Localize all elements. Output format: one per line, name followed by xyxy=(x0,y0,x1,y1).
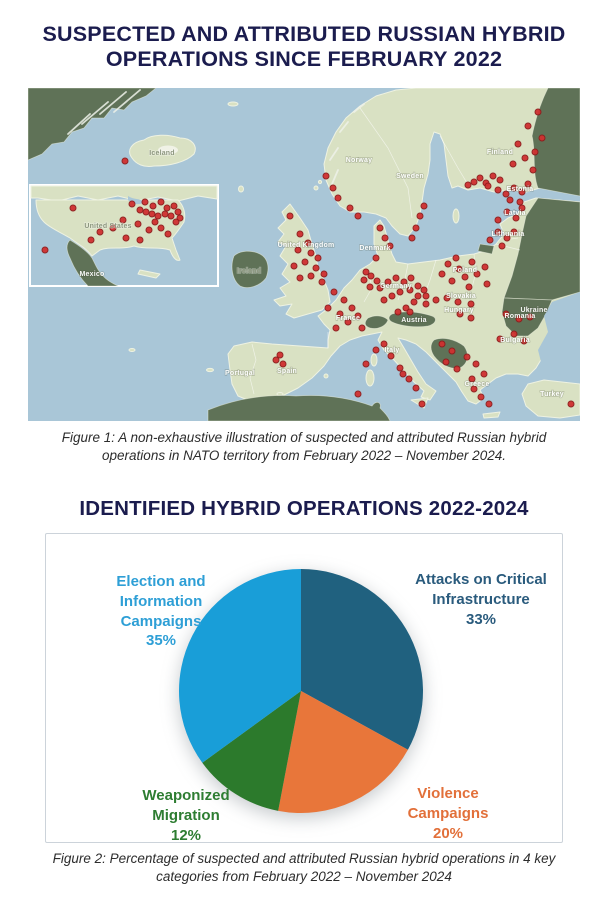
map-label: Finland xyxy=(486,149,514,156)
operation-dot xyxy=(123,235,129,241)
operation-dot xyxy=(142,199,148,205)
operation-dot xyxy=(465,182,471,188)
operation-dot xyxy=(407,309,413,315)
operation-dot xyxy=(499,243,505,249)
map-label: Austria xyxy=(401,317,427,324)
map-label: Portugal xyxy=(225,370,255,377)
operation-dot xyxy=(409,235,415,241)
pie-label-attacks xyxy=(408,570,554,629)
operation-dot xyxy=(158,199,164,205)
operation-dot xyxy=(88,237,94,243)
operation-dot xyxy=(417,213,423,219)
operation-dot xyxy=(331,289,337,295)
operation-dot xyxy=(373,255,379,261)
operation-dot xyxy=(535,109,541,115)
operation-dot xyxy=(164,205,170,211)
map-svg xyxy=(28,88,580,421)
operation-dot xyxy=(367,284,373,290)
operation-dot xyxy=(42,247,48,253)
operation-dot xyxy=(129,201,135,207)
operation-dot xyxy=(415,283,421,289)
operation-dot xyxy=(510,161,516,167)
operation-dot xyxy=(495,217,501,223)
operation-dot xyxy=(150,203,156,209)
operation-dot xyxy=(341,297,347,303)
operation-dot xyxy=(319,279,325,285)
operation-dot xyxy=(146,227,152,233)
operation-dot xyxy=(449,348,455,354)
pie-label-election-pct: 35% xyxy=(145,632,177,650)
operation-dot xyxy=(393,275,399,281)
operation-dot xyxy=(530,167,536,173)
map-label: Hungary xyxy=(444,307,474,314)
figure1-caption: Figure 1: A non-exhaustive illustration of suspected and attributed Russian hybrid operations in NATO territory from February 2022 – November 2024. xyxy=(61,430,547,463)
operation-dot xyxy=(297,275,303,281)
pie-label-migration-pct: 12% xyxy=(170,826,202,844)
operation-dot xyxy=(175,209,181,215)
map-label: Spain xyxy=(276,368,298,375)
operation-dot xyxy=(277,352,283,358)
map-label: Germany xyxy=(380,283,412,290)
map-label: Lithuania xyxy=(491,231,525,238)
operation-dot xyxy=(173,219,179,225)
pie-label-violence-pct: 20% xyxy=(432,824,464,842)
operation-dot xyxy=(517,199,523,205)
map-label: Denmark xyxy=(359,245,391,252)
operation-dot xyxy=(323,173,329,179)
operation-dot xyxy=(333,325,339,331)
figure2-caption: Figure 2: Percentage of suspected and attributed Russian hybrid operations in 4 key categories from February 2022 – November 2024 xyxy=(52,851,556,884)
pie-label-migration-text: Weaponized Migration xyxy=(142,787,230,824)
map-label: United Kingdom xyxy=(277,242,335,249)
operation-dot xyxy=(449,278,455,284)
operation-dot xyxy=(155,213,161,219)
operation-dot xyxy=(313,265,319,271)
operation-dot xyxy=(462,274,468,280)
operation-dot xyxy=(381,297,387,303)
operation-dot xyxy=(280,361,286,367)
operation-dot xyxy=(539,135,545,141)
operation-dot xyxy=(400,371,406,377)
operation-dot xyxy=(349,305,355,311)
operation-dot xyxy=(473,361,479,367)
operation-dot xyxy=(162,211,168,217)
map-label: Bulgaria xyxy=(500,337,530,344)
operation-dot xyxy=(421,287,427,293)
operation-dot xyxy=(439,341,445,347)
map-label: Sweden xyxy=(396,173,424,180)
map-label: United States xyxy=(84,223,132,230)
operation-dot xyxy=(413,225,419,231)
map-label: Iceland xyxy=(149,150,175,157)
operation-dot xyxy=(525,123,531,129)
operation-dot xyxy=(152,219,158,225)
operation-dot xyxy=(297,231,303,237)
pie-label-violence xyxy=(383,784,513,843)
operation-dot xyxy=(373,347,379,353)
operation-dot xyxy=(482,264,488,270)
operation-dot xyxy=(165,231,171,237)
operation-dot xyxy=(497,177,503,183)
operation-dot xyxy=(532,149,538,155)
page-title-line2: OPERATIONS SINCE FEBRUARY 2022 xyxy=(105,47,503,72)
operation-dot xyxy=(143,209,149,215)
operation-dot xyxy=(466,284,472,290)
pie-label-migration xyxy=(116,786,256,845)
operation-dot xyxy=(302,259,308,265)
operation-dot xyxy=(168,213,174,219)
operation-dot xyxy=(359,325,365,331)
operation-dot xyxy=(382,235,388,241)
operation-dot xyxy=(389,293,395,299)
operation-dot xyxy=(495,187,501,193)
operation-dot xyxy=(411,299,417,305)
operation-dot xyxy=(149,211,155,217)
map-label: Latvia xyxy=(504,210,526,217)
pie-label-attacks-pct: 33% xyxy=(465,610,497,628)
map-label: Turkey xyxy=(540,391,564,398)
operation-dot xyxy=(484,281,490,287)
operation-dot xyxy=(469,259,475,265)
page-title-line1: SUSPECTED AND ATTRIBUTED RUSSIAN HYBRID xyxy=(42,22,566,46)
operation-dot xyxy=(454,366,460,372)
operation-dot xyxy=(158,225,164,231)
operation-dot xyxy=(423,301,429,307)
page-title xyxy=(24,22,584,73)
operation-dot xyxy=(515,141,521,147)
pie-label-attacks-text: Attacks on Critical Infrastructure xyxy=(415,571,547,608)
operation-dot xyxy=(335,195,341,201)
operation-dot xyxy=(478,394,484,400)
operation-dot xyxy=(171,203,177,209)
operation-dot xyxy=(308,250,314,256)
operation-dot xyxy=(406,376,412,382)
operation-dot xyxy=(481,371,487,377)
map-label: Poland xyxy=(452,267,478,274)
map-label: Estonia xyxy=(506,186,534,193)
operation-dot xyxy=(485,183,491,189)
operation-dot xyxy=(347,205,353,211)
operation-dot xyxy=(490,173,496,179)
europe-operations-map xyxy=(28,88,580,421)
pie-label-violence-text: Violence Campaigns xyxy=(407,785,489,822)
operation-dot xyxy=(486,401,492,407)
operation-dot xyxy=(568,401,574,407)
operation-dot xyxy=(423,293,429,299)
map-label: Slovakia xyxy=(445,293,477,300)
operation-dot xyxy=(363,269,369,275)
operation-dot xyxy=(395,309,401,315)
operation-dot xyxy=(453,255,459,261)
operation-dot xyxy=(507,197,513,203)
operation-dot xyxy=(415,293,421,299)
operation-dot xyxy=(291,263,297,269)
map-label: Mexico xyxy=(79,271,105,278)
map-label: Italy xyxy=(384,347,400,354)
section2-title: IDENTIFIED HYBRID OPERATIONS 2022-2024 xyxy=(79,497,529,520)
operation-dot xyxy=(137,207,143,213)
operation-dot xyxy=(70,205,76,211)
operation-dot xyxy=(397,365,403,371)
pie-label-election xyxy=(91,572,231,651)
operation-dot xyxy=(325,305,331,311)
pie-label-election-text: Election and Information Campaigns xyxy=(116,573,206,630)
operation-dot xyxy=(471,179,477,185)
operation-dot xyxy=(355,391,361,397)
map-label: Ireland xyxy=(236,268,262,275)
operation-dot xyxy=(137,237,143,243)
operation-dot xyxy=(377,225,383,231)
map-label: France xyxy=(335,315,361,322)
operation-dot xyxy=(330,185,336,191)
operation-dot xyxy=(445,261,451,267)
operation-dot xyxy=(468,315,474,321)
operation-dot xyxy=(321,271,327,277)
operation-dot xyxy=(363,361,369,367)
operation-dot xyxy=(464,354,470,360)
operation-dot xyxy=(315,255,321,261)
operation-dot xyxy=(135,221,141,227)
operation-dot xyxy=(421,203,427,209)
operation-dot xyxy=(433,297,439,303)
map-label: Ukraine xyxy=(520,307,548,314)
operation-dot xyxy=(439,271,445,277)
map-label: Norway xyxy=(345,157,373,164)
operation-dot xyxy=(522,155,528,161)
operation-dot xyxy=(122,158,128,164)
operation-dot xyxy=(408,275,414,281)
operation-dot xyxy=(477,175,483,181)
map-label: Greece xyxy=(464,381,490,388)
operation-dot xyxy=(443,359,449,365)
operation-dot xyxy=(419,401,425,407)
operation-dot xyxy=(355,213,361,219)
operation-dot xyxy=(308,273,314,279)
operation-dot xyxy=(413,385,419,391)
operation-dot xyxy=(374,278,380,284)
operation-dot xyxy=(361,277,367,283)
map-label: Romania xyxy=(504,313,536,320)
operation-dot xyxy=(287,213,293,219)
pie-chart-box xyxy=(45,533,563,843)
